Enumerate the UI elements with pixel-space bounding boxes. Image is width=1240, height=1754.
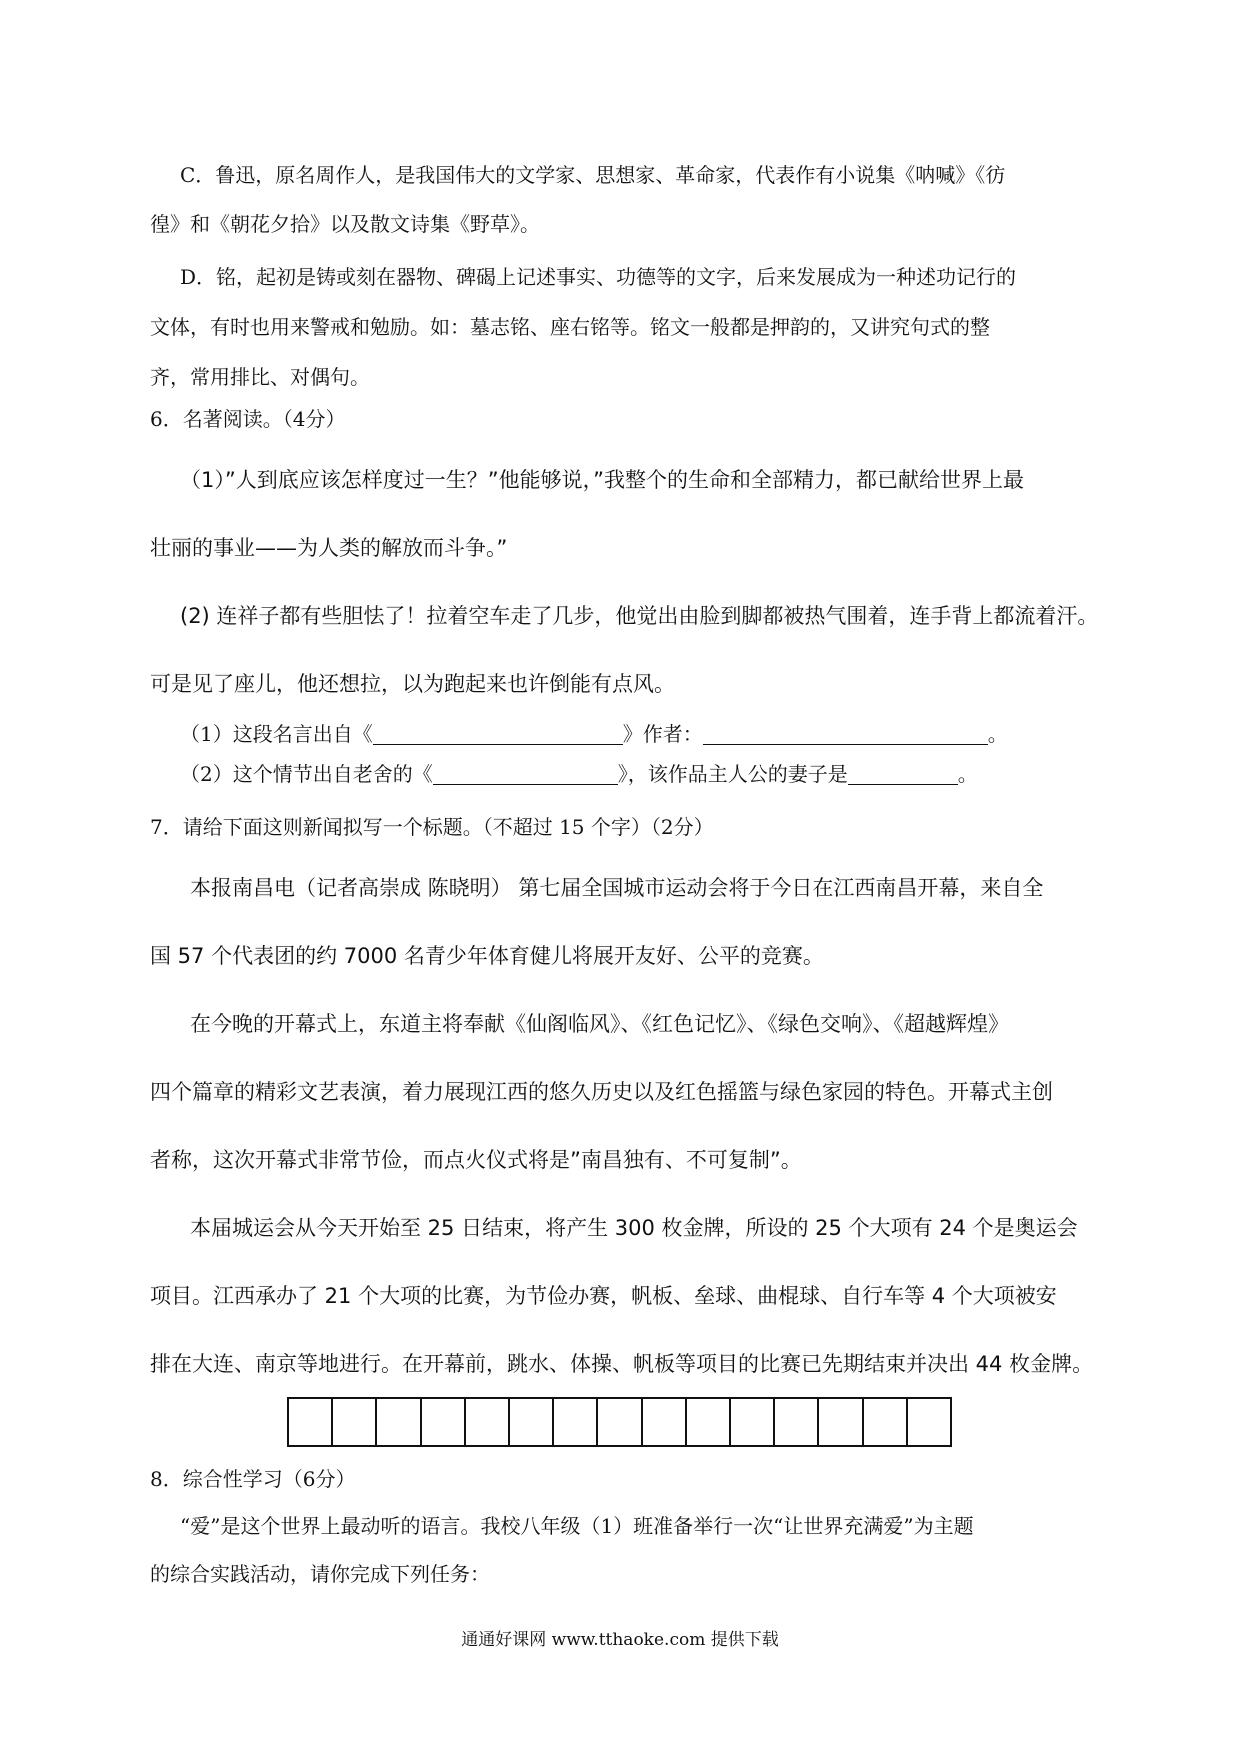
q5-option-c-line2: 徨》和《朝花夕拾》以及散文诗集《野草》。	[150, 212, 540, 236]
page-footer: 通通好课网 www.tthaoke.com 提供下载	[461, 1630, 779, 1650]
q7-news-p2-line3: 者称，这次开幕式非常节俭，而点火仪式将是”南昌独有、不可复制”。	[150, 1148, 802, 1172]
author-blank[interactable]	[703, 722, 988, 745]
answer-box[interactable]	[731, 1399, 775, 1445]
q6-passage2-line2: 可是见了座儿，他还想拉，以为跑起来也许倒能有点风。	[150, 672, 675, 696]
q5-option-c-line1: C．鲁迅，原名周作人，是我国伟大的文学家、思想家、革命家，代表作有小说集《呐喊》《彷	[180, 163, 1006, 187]
answer-box[interactable]	[643, 1399, 687, 1445]
q6-answer-2-end: 。	[957, 762, 978, 786]
q8-intro-line2: 的综合实践活动，请你完成下列任务：	[150, 1562, 490, 1586]
answer-box[interactable]	[333, 1399, 377, 1445]
q7-title: 7．请给下面这则新闻拟写一个标题。（不超过 15 个字）（2分）	[150, 815, 714, 839]
answer-box[interactable]	[466, 1399, 510, 1445]
q7-news-p3-line2: 项目。江西承办了 21 个大项的比赛，为节俭办赛，帆板、垒球、曲棍球、自行车等 4 个大项被安	[150, 1284, 1057, 1308]
q8-intro-line1: “爱”是这个世界上最动听的语言。我校八年级（1）班准备举行一次“让世界充满爱”为主题	[180, 1514, 974, 1538]
q6-answer-2-prefix: （2）这个情节出自老舍的《	[180, 762, 433, 786]
q7-news-p2-line1: 在今晚的开幕式上，东道主将奉献《仙阁临风》、《红色记忆》、《绿色交响》、《超越辉煌》	[190, 1012, 1009, 1036]
q7-news-p2-line2: 四个篇章的精彩文艺表演，着力展现江西的悠久历史以及红色摇篮与绿色家园的特色。开幕式主创	[150, 1080, 1053, 1104]
answer-box[interactable]	[864, 1399, 908, 1445]
answer-box[interactable]	[908, 1399, 950, 1445]
headline-answer-grid[interactable]	[287, 1397, 952, 1447]
novel-title-blank[interactable]	[433, 762, 618, 785]
q7-news-p3-line1: 本届城运会从今天开始至 25 日结束，将产生 300 枚金牌，所设的 25 个大项有 24 个是奥运会	[190, 1216, 1078, 1240]
q8-title: 8．综合性学习（6分）	[150, 1467, 356, 1491]
q6-title: 6．名著阅读。（4分）	[150, 407, 346, 431]
q6-answer-2-mid: 》，该作品主人公的妻子是	[617, 762, 848, 786]
answer-box[interactable]	[775, 1399, 819, 1445]
q6-passage1-line1: （1）”人到底应该怎样度过一生？”他能够说，”我整个的生命和全部精力，都已献给世界上最	[180, 468, 1024, 492]
q7-news-p1-line2: 国 57 个代表团的约 7000 名青少年体育健儿将展开友好、公平的竞赛。	[150, 944, 824, 968]
answer-box[interactable]	[687, 1399, 731, 1445]
answer-box[interactable]	[554, 1399, 598, 1445]
wife-name-blank[interactable]	[848, 762, 958, 785]
answer-box[interactable]	[819, 1399, 863, 1445]
q6-passage1-line2: 壮丽的事业——为人类的解放而斗争。”	[150, 536, 508, 560]
q6-answer-2	[180, 760, 978, 788]
answer-box[interactable]	[598, 1399, 642, 1445]
q5-option-d-line1: D．铭，起初是铸或刻在器物、碑碣上记述事实、功德等的文字，后来发展成为一种述功记行的	[180, 265, 1017, 289]
book-title-blank[interactable]	[373, 722, 623, 745]
answer-box[interactable]	[510, 1399, 554, 1445]
answer-box[interactable]	[377, 1399, 421, 1445]
q7-news-p1-line1: 本报南昌电（记者高崇成 陈晓明） 第七届全国城市运动会将于今日在江西南昌开幕，来自全	[190, 876, 1044, 900]
q6-answer-1-mid: 》作者：	[622, 722, 703, 746]
q7-news-p3-line3: 排在大连、南京等地进行。在开幕前，跳水、体操、帆板等项目的比赛已先期结束并决出 44 枚金牌。	[150, 1352, 1094, 1376]
q5-option-d-line2: 文体，有时也用来警戒和勉励。如：墓志铭、座右铭等。铭文一般都是押韵的，又讲究句式的整	[150, 315, 990, 339]
q5-option-d-line3: 齐，常用排比、对偶句。	[150, 365, 370, 389]
q6-answer-1-prefix: （1）这段名言出自《	[180, 722, 373, 746]
q6-answer-1	[180, 720, 1008, 748]
q6-passage2-line1: (2) 连祥子都有些胆怯了！拉着空车走了几步，他觉出由脸到脚都被热气围着，连手背上都流着汗。	[180, 604, 1099, 628]
answer-box[interactable]	[422, 1399, 466, 1445]
answer-box[interactable]	[289, 1399, 333, 1445]
q6-answer-1-end: 。	[987, 722, 1008, 746]
